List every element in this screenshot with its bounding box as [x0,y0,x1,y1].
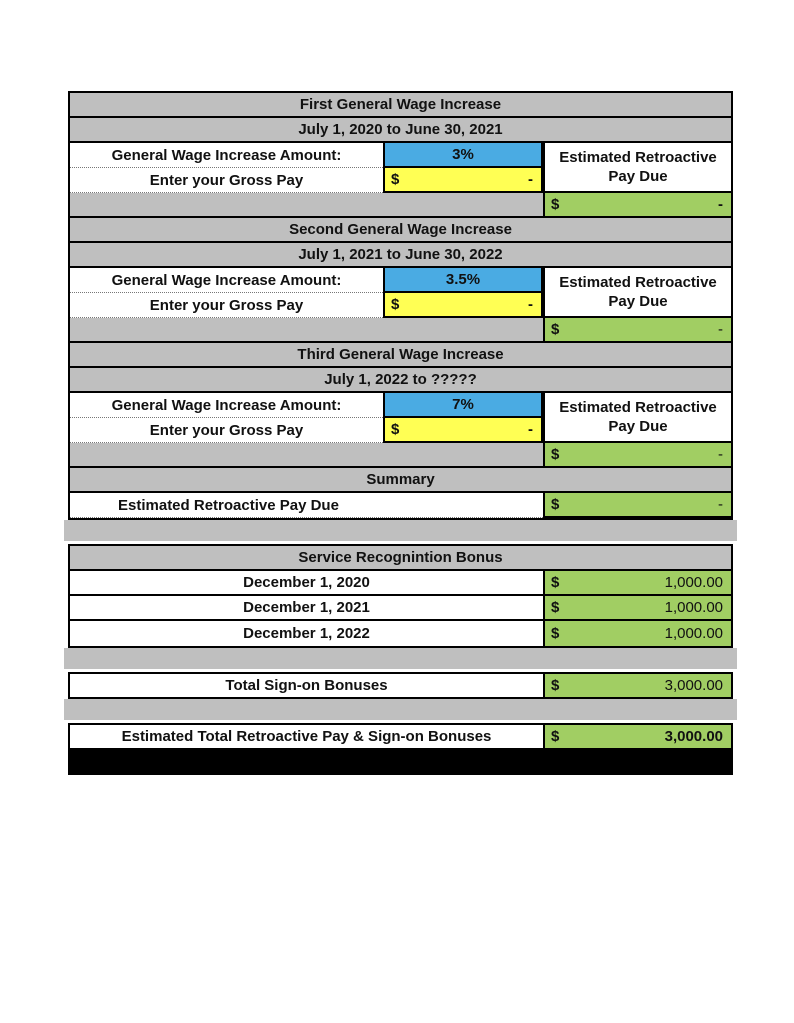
retro-header-line2: Pay Due [608,293,668,310]
section-1-title: First General Wage Increase [70,93,731,118]
section-1-gross-pay-input-cell[interactable] [383,168,543,193]
section-1-increase-rate-cell: 3% [383,143,543,168]
section-1-retro-pay-header [543,143,731,193]
section-1-spacer-cell [70,193,543,218]
bonus-date-label: December 1, 2022 [70,621,543,646]
section-1-gross-pay-label: Enter your Gross Pay [70,168,383,193]
summary-label: Estimated Retroactive Pay Due [70,493,543,518]
currency-symbol: $ [551,574,560,591]
grand-total-value: 3,000.00 [664,728,723,745]
input-value: - [528,296,533,313]
section-3-increase-label: General Wage Increase Amount: [70,393,383,418]
bonus-title: Service Recognintion Bonus [70,546,731,571]
currency-symbol: $ [551,196,560,213]
retro-header-line1: Estimated Retroactive [559,274,717,291]
retro-header-line1: Estimated Retroactive [559,399,717,416]
bottom-bar [68,750,733,775]
currency-symbol: $ [551,321,560,338]
currency-symbol: $ [391,171,400,188]
result-value: - [718,321,723,338]
bonus-value: 1,000.00 [664,599,723,616]
currency-symbol: $ [551,599,560,616]
section-1-increase-label: General Wage Increase Amount: [70,143,383,168]
section-1-retro-result-cell [543,193,731,218]
grand-total-amount-cell [543,725,731,748]
section-3-retro-pay-header [543,393,731,443]
section-3-increase-rate-cell: 7% [383,393,543,418]
section-3-gross-pay-label: Enter your Gross Pay [70,418,383,443]
currency-symbol: $ [551,728,560,745]
bonus-date-label: December 1, 2021 [70,596,543,621]
retro-header-line1: Estimated Retroactive [559,149,717,166]
total-bonus-value: 3,000.00 [664,677,723,694]
section-2-gross-pay-label: Enter your Gross Pay [70,293,383,318]
section-2-title: Second General Wage Increase [70,218,731,243]
total-bonus-amount-cell [543,674,731,697]
input-value: - [528,421,533,438]
result-value: - [718,446,723,463]
total-bonus-row [68,672,733,699]
section-3-period: July 1, 2022 to ????? [70,368,731,393]
grand-total-label: Estimated Total Retroactive Pay & Sign-on Bonuses [70,725,543,748]
section-1-period: July 1, 2020 to June 30, 2021 [70,118,731,143]
spacer-band [64,648,737,669]
retro-header-line2: Pay Due [608,168,668,185]
section-3-title: Third General Wage Increase [70,343,731,368]
section-2-retro-result-cell [543,318,731,343]
currency-symbol: $ [391,296,400,313]
wage-increase-table [68,91,733,520]
spacer-band [64,699,737,720]
section-2-increase-rate-cell: 3.5% [383,268,543,293]
section-3-gross-pay-input-cell[interactable] [383,418,543,443]
total-bonus-label: Total Sign-on Bonuses [70,674,543,697]
currency-symbol: $ [551,496,560,513]
result-value: - [718,496,723,513]
bonus-amount-cell [543,596,731,621]
summary-result-cell [543,493,731,518]
section-3-spacer-cell [70,443,543,468]
bonus-value: 1,000.00 [664,625,723,642]
bonus-value: 1,000.00 [664,574,723,591]
currency-symbol: $ [391,421,400,438]
wage-increase-worksheet [68,91,733,775]
bonus-table [68,544,733,648]
section-2-spacer-cell [70,318,543,343]
bonus-amount-cell [543,621,731,646]
currency-symbol: $ [551,677,560,694]
section-2-retro-pay-header [543,268,731,318]
input-value: - [528,171,533,188]
currency-symbol: $ [551,625,560,642]
bonus-amount-cell [543,571,731,596]
bonus-date-label: December 1, 2020 [70,571,543,596]
retro-header-line2: Pay Due [608,418,668,435]
section-2-increase-label: General Wage Increase Amount: [70,268,383,293]
section-3-retro-result-cell [543,443,731,468]
section-2-period: July 1, 2021 to June 30, 2022 [70,243,731,268]
result-value: - [718,196,723,213]
grand-total-row [68,723,733,750]
spacer-band [64,520,737,541]
currency-symbol: $ [551,446,560,463]
summary-title: Summary [70,468,731,493]
section-2-gross-pay-input-cell[interactable] [383,293,543,318]
